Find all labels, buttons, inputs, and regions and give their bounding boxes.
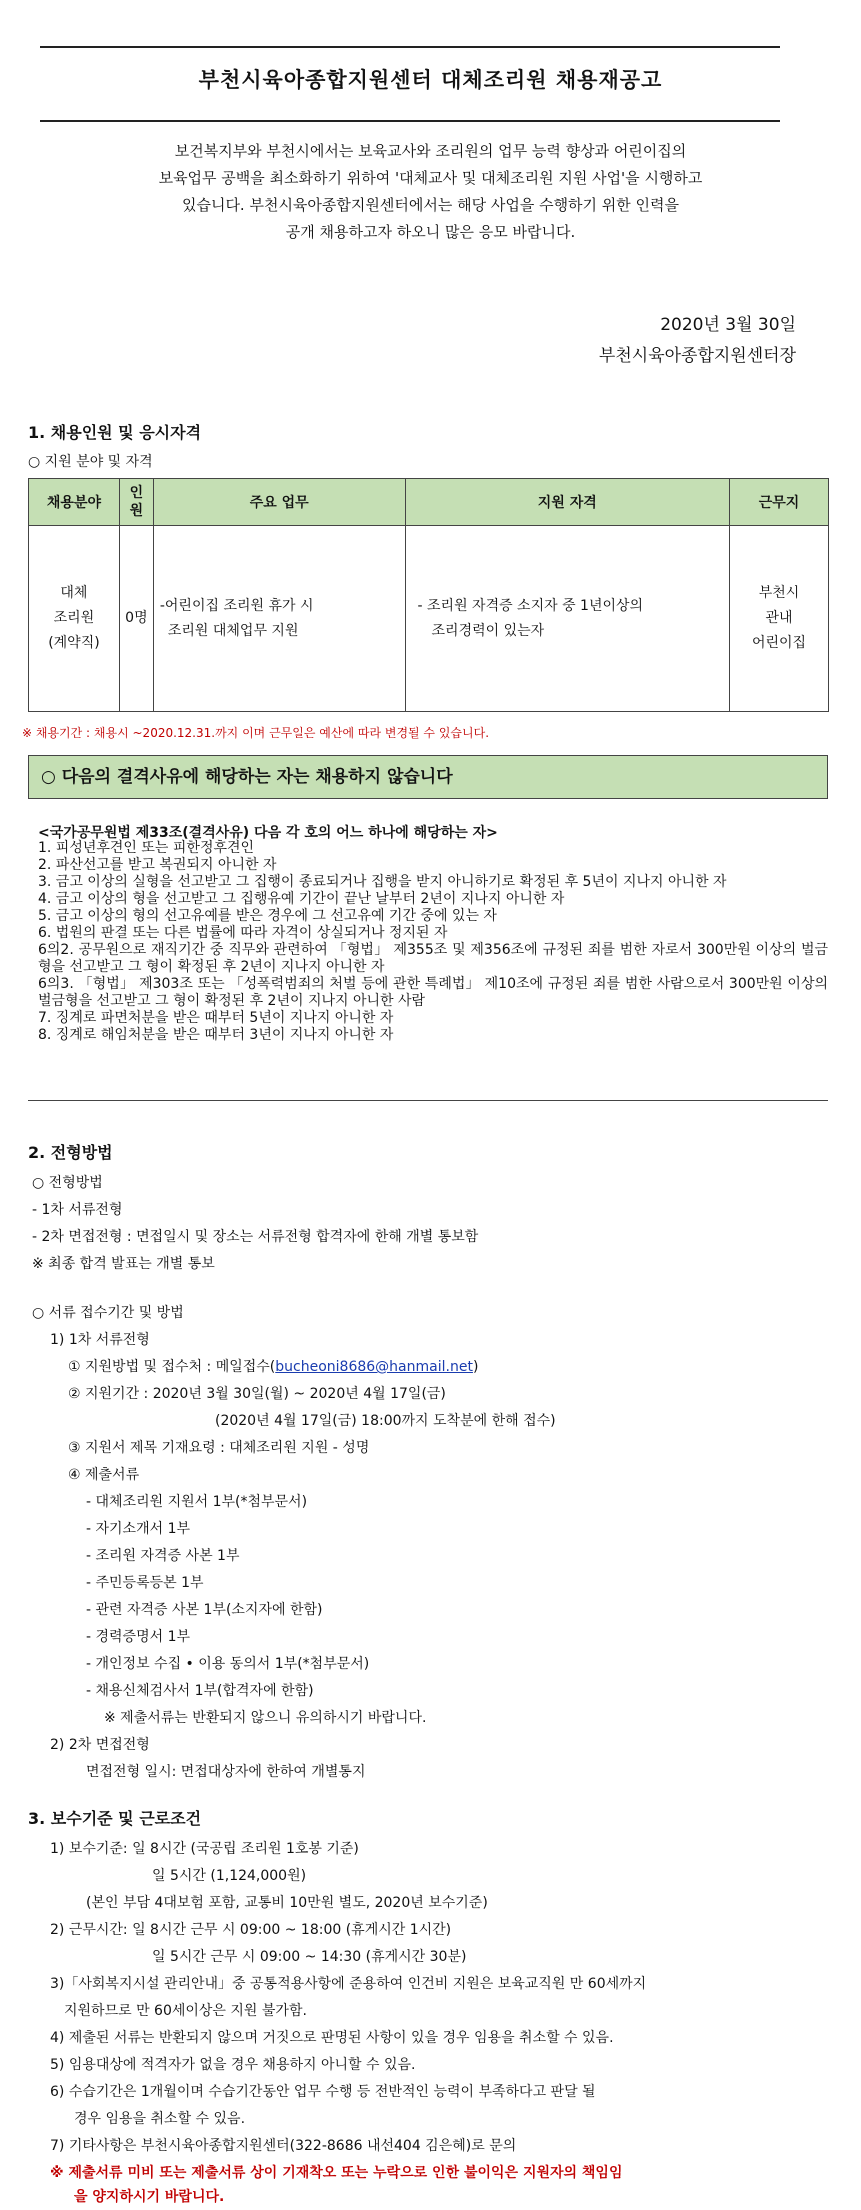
section1-subtitle: ○ 지원 분야 및 자격	[28, 454, 153, 470]
intro-line: 있습니다. 부천시육아종합지원센터에서는 해당 사업을 수행하기 위한 인력을	[181, 196, 680, 214]
list-item: 6의2. 공무원으로 재직기간 중 직무와 관련하여 「형법」 제355조 및 제356조에 규정된 죄를 범한 자로서 300만원 이상의 벌금형을 선고받고 그 형이 확정된 후 2년이 지나지 아니한 자	[38, 942, 828, 975]
notice-signer: 부천시육아종합지원센터장	[598, 346, 796, 366]
document-screening-title: 1) 1차 서류전형	[50, 1332, 150, 1348]
intro-line: 보건복지부와 부천시에서는 보육교사와 조리원의 업무 능력 향상과 어린이집의	[174, 142, 687, 160]
interview-notice: 면접전형 일시: 면접대상자에 한하여 개별통지	[86, 1764, 366, 1780]
work-hours-5h: 일 5시간 근무 시 09:00 ~ 14:30 (휴게시간 30분)	[152, 1949, 467, 1965]
list-item: 5. 금고 이상의 형의 선고유예를 받은 경우에 그 선고유예 기간 중에 있는 자	[38, 908, 497, 924]
contact-info: 7) 기타사항은 부천시육아종합지원센터(322-8686 내선404 김은혜)로 문의	[50, 2138, 517, 2154]
header-field: 채용분야	[29, 479, 120, 526]
table-row	[29, 526, 829, 712]
list-item: - 주민등록등본 1부	[86, 1575, 204, 1591]
warning-note: ※ 제출서류 미비 또는 제출서류 상이 기재착오 또는 누락으로 인한 불이익은 지원자의 책임임	[50, 2165, 623, 2181]
cell-duties: -어린이집 조리원 휴가 시 조리원 대체업무 지원	[153, 526, 405, 712]
list-item: - 개인정보 수집 • 이용 동의서 1부(*첨부문서)	[86, 1656, 370, 1672]
intro-line: 보육업무 공백을 최소화하기 위하여 '대체교사 및 대체조리원 지원 사업'을 시행하고	[158, 169, 703, 187]
probation-note: 6) 수습기간은 1개월이며 수습기간동안 업무 수행 등 전반적인 능력이 부족하다고 판달 될	[50, 2084, 596, 2100]
notice-date: 2020년 3월 30일	[660, 315, 796, 335]
method-heading: ○ 전형방법	[32, 1175, 103, 1191]
list-item: 8. 징계로 해임처분을 받은 때부터 3년이 지나지 아니한 자	[38, 1027, 394, 1043]
documents-return-note: 4) 제출된 서류는 반환되지 않으며 거짓으로 판명된 사항이 있을 경우 임용을 취소할 수 있음.	[50, 2030, 614, 2046]
section2-title: 2. 전형방법	[28, 1143, 113, 1162]
final-result-note: ※ 최종 합격 발표는 개별 통보	[32, 1256, 215, 1272]
list-item: 6의3. 「형법」 제303조 또는 「성폭력범죄의 처벌 등에 관한 특례법」 제10조에 규정된 죄를 범한 사람으로서 300만원 이상의 벌금형을 선고받고 그 형이 확정된 후 2년이 지나지 아니한 사람	[38, 976, 828, 1009]
age-limit: 3)「사회복지시설 관리안내」중 공통적용사항에 준용하여 인건비 지원은 보육교직원 만 60세까지	[50, 1976, 647, 1992]
interview-title: 2) 2차 면접전형	[50, 1737, 150, 1753]
method-step2: - 2차 면접전형 : 면접일시 및 장소는 서류전형 합격자에 한해 개별 통보함	[32, 1229, 479, 1245]
list-item: 1. 피성년후견인 또는 피한정후견인	[38, 840, 255, 856]
job-table	[28, 478, 829, 712]
pay-standard: 1) 보수기준: 일 8시간 (국공립 조리원 1호봉 기준)	[50, 1841, 359, 1857]
warning-note-cont: 을 양지하시기 바랍니다.	[74, 2189, 225, 2205]
method-step1: - 1차 서류전형	[32, 1202, 123, 1218]
cell-field: 대체 조리원 (계약직)	[29, 526, 120, 712]
disqualification-banner: ○ 다음의 결격사유에 해당하는 자는 채용하지 않습니다	[28, 755, 828, 799]
list-item: 2. 파산선고를 받고 복권되지 아니한 자	[38, 857, 277, 873]
list-item: 7. 징계로 파면처분을 받은 때부터 5년이 지나지 아니한 자	[38, 1010, 394, 1026]
apply-period-note: (2020년 4월 17일(금) 18:00까지 도착분에 한해 접수)	[215, 1413, 556, 1429]
cell-place: 부천시 관내 어린이집	[730, 526, 829, 712]
work-hours-8h: 2) 근무시간: 일 8시간 근무 시 09:00 ~ 18:00 (휴게시간 1시간)	[50, 1922, 452, 1938]
section-divider	[28, 1100, 828, 1101]
list-item: - 대체조리원 지원서 1부(*첨부문서)	[86, 1494, 308, 1510]
list-item: - 자기소개서 1부	[86, 1521, 191, 1537]
section1-title: 1. 채용인원 및 응시자격	[28, 423, 202, 442]
pay-5h: 일 5시간 (1,124,000원)	[152, 1868, 307, 1884]
header-count: 인원	[119, 479, 153, 526]
section3-title: 3. 보수기준 및 근로조건	[28, 1809, 202, 1828]
title-top-rule	[40, 46, 780, 48]
list-item: - 관련 자격증 사본 1부(소지자에 한함)	[86, 1602, 323, 1618]
list-item: 4. 금고 이상의 형을 선고받고 그 집행유예 기간이 끝난 날부터 2년이 지나지 아니한 자	[38, 891, 565, 907]
list-item: - 채용신체검사서 1부(합격자에 한함)	[86, 1683, 314, 1699]
documents-title: ④ 제출서류	[68, 1467, 140, 1483]
pay-note: (본인 부담 4대보험 포함, 교통비 10만원 별도, 2020년 보수기준)	[86, 1895, 488, 1911]
header-place: 근무지	[730, 479, 829, 526]
header-quals: 지원 자격	[405, 479, 730, 526]
job-table-header	[29, 479, 829, 526]
recruit-period-note: ※ 채용기간 : 채용시 ~2020.12.31.까지 이며 근무일은 예산에 따라 변경될 수 있습니다.	[22, 726, 490, 740]
intro-paragraph	[60, 138, 801, 246]
list-item: 6. 법원의 판결 또는 다른 법률에 따라 자격이 상실되거나 정지된 자	[38, 925, 448, 941]
page-title: 부천시육아종합지원센터 대체조리원 채용재공고	[198, 68, 663, 92]
email-link[interactable]: bucheoni8686@hanmail.net	[275, 1359, 473, 1375]
probation-note-cont: 경우 임용을 취소할 수 있음.	[74, 2111, 246, 2127]
disqualification-list	[38, 840, 828, 1044]
age-limit-cont: 지원하므로 만 60세이상은 지원 불가함.	[64, 2003, 307, 2019]
no-candidate-note: 5) 임용대상에 적격자가 없을 경우 채용하지 아니할 수 있음.	[50, 2057, 416, 2073]
list-item: - 조리원 자격증 사본 1부	[86, 1548, 240, 1564]
list-item: 3. 금고 이상의 실형을 선고받고 그 집행이 종료되거나 집행을 받지 아니하기로 확정된 후 5년이 지나지 아니한 자	[38, 874, 727, 890]
cell-count: 0명	[119, 526, 153, 712]
apply-method: ① 지원방법 및 접수처 : 메일접수(bucheoni8686@hanmail.net)	[68, 1359, 479, 1375]
apply-period: ② 지원기간 : 2020년 3월 30일(월) ~ 2020년 4월 17일(금)	[68, 1386, 446, 1402]
cell-quals: - 조리원 자격증 소지자 중 1년이상의 조리경력이 있는자	[405, 526, 730, 712]
list-item: - 경력증명서 1부	[86, 1629, 191, 1645]
header-duties: 주요 업무	[153, 479, 405, 526]
documents-note: ※ 제출서류는 반환되지 않으니 유의하시기 바랍니다.	[104, 1710, 427, 1726]
intro-line: 공개 채용하고자 하오니 많은 응모 바랍니다.	[285, 223, 576, 241]
disqualification-heading: <국가공무원법 제33조(결격사유) 다음 각 호의 어느 하나에 해당하는 자>	[38, 825, 498, 841]
application-heading: ○ 서류 접수기간 및 방법	[32, 1305, 184, 1321]
application-subject: ③ 지원서 제목 기재요령 : 대체조리원 지원 - 성명	[68, 1440, 370, 1456]
title-bottom-rule	[40, 120, 780, 122]
